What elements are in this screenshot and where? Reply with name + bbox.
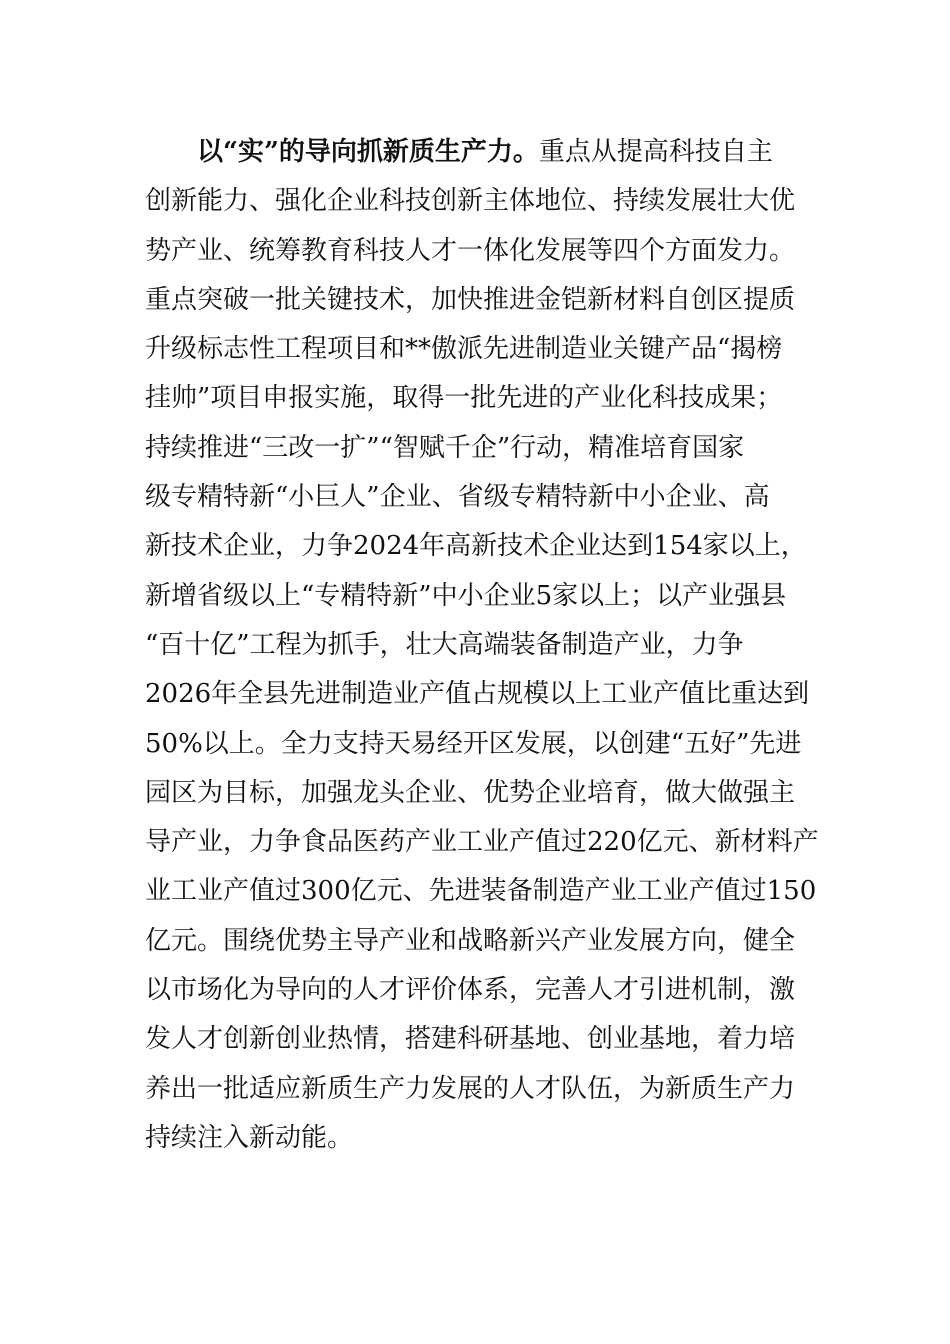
paragraph-line: 2026年全县先进制造业产值占规模以上工业产值比重达到 [145, 679, 810, 710]
paragraph-line: 以市场化为导向的人才评价体系，完善人才引进机制，激 [145, 975, 796, 1006]
paragraph-line: 升级标志性工程项目和**傲派先进制造业关键产品“揭榜 [145, 334, 783, 365]
paragraph-line: 新增省级以上“专精特新”中小企业5家以上；以产业强县 [145, 580, 787, 611]
paragraph-line: 50%以上。全力支持天易经开区发展，以创建“五好”先进 [145, 728, 802, 759]
paragraph-line: 持续注入新动能。 [145, 1122, 354, 1153]
paragraph-line [145, 128, 815, 177]
paragraph-line: 重点突破一批关键技术，加快推进金铠新材料自创区提质 [145, 284, 796, 315]
paragraph-line: 园区为目标，加强龙头企业、优势企业培育，做大做强主 [145, 777, 796, 808]
paragraph-line: 亿元。围绕优势主导产业和战略新兴产业发展方向，健全 [145, 925, 796, 956]
paragraph-heading: 以“实”的导向抓新质生产力。 [197, 137, 539, 167]
paragraph-line: 挂帅”项目申报实施，取得一批先进的产业化科技成果； [145, 383, 783, 414]
paragraph [145, 128, 819, 1163]
paragraph-line: 养出一批适应新质生产力发展的人才队伍，为新质生产力 [145, 1073, 796, 1104]
paragraph-line: 新技术企业，力争2024年高新技术企业达到154家以上， [145, 531, 807, 562]
paragraph-line: 发人才创新创业热情，搭建科研基地、创业基地，着力培 [145, 1024, 796, 1055]
paragraph-text: 重点从提高科技自主 [538, 137, 773, 167]
paragraph-line: 持续推进“三改一扩”“智赋千企”行动，精准培育国家 [145, 432, 745, 463]
paragraph-line: “百十亿”工程为抓手，壮大高端装备制造产业，力争 [145, 629, 744, 660]
paragraph-line: 业工业产值过300亿元、先进装备制造产业工业产值过150 [145, 876, 817, 907]
paragraph-line: 创新能力、强化企业科技创新主体地位、持续发展壮大优 [145, 186, 796, 217]
paragraph-line: 导产业，力争食品医药产业工业产值过220亿元、新材料产 [145, 827, 819, 858]
paragraph-line: 级专精特新“小巨人”企业、省级专精特新中小企业、高 [145, 482, 770, 513]
paragraph-line: 势产业、统筹教育科技人才一体化发展等四个方面发力。 [145, 235, 796, 266]
